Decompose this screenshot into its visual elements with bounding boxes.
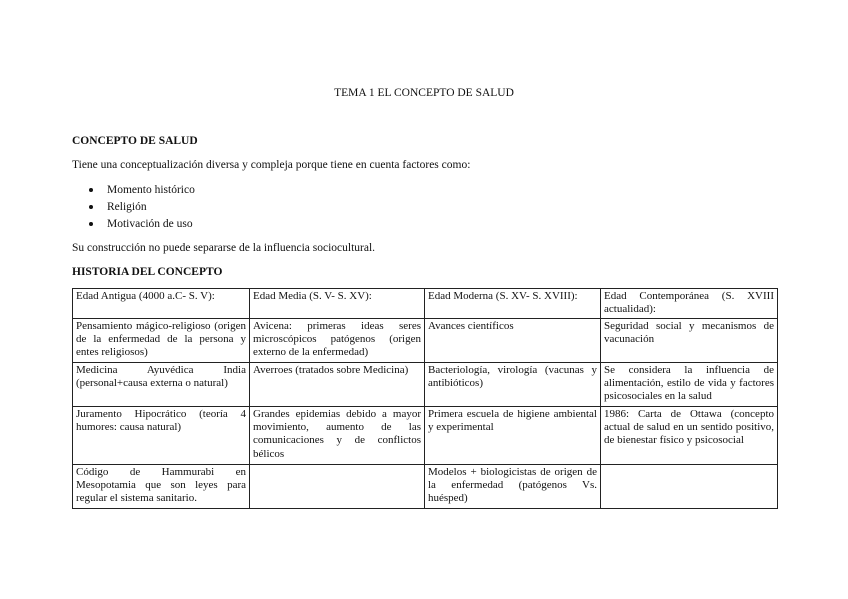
table-row	[73, 363, 778, 407]
table-cell: Primera escuela de higiene ambiental y experimental	[425, 407, 601, 465]
list-item-text: Momento histórico	[107, 184, 195, 196]
table-cell: Código de Hammurabi en Mesopotamia que son leyes para regular el sistema sanitario.	[73, 465, 250, 509]
table-cell: Juramento Hipocrático (teoría 4 humores: causa natural)	[73, 407, 250, 465]
bullet-icon	[89, 205, 93, 209]
list-item	[72, 199, 195, 216]
list-item	[72, 216, 195, 233]
list-item-text: Motivación de uso	[107, 218, 193, 230]
closing-paragraph: Su construcción no puede separarse de la influencia sociocultural.	[72, 242, 376, 254]
table-cell: Modelos + biologicistas de origen de la enfermedad (patógenos Vs. huésped)	[425, 465, 601, 509]
factors-list	[72, 182, 195, 233]
header-cell: Edad Contemporánea (S. XVIII actualidad):	[601, 289, 778, 319]
table-cell: Avances científicos	[425, 319, 601, 363]
document-title: TEMA 1 EL CONCEPTO DE SALUD	[334, 87, 514, 99]
list-item	[72, 182, 195, 199]
table-cell	[250, 465, 425, 509]
section-heading-historia: HISTORIA DEL CONCEPTO	[72, 266, 223, 278]
table-cell: Medicina Ayuvédica India (personal+causa externa o natural)	[73, 363, 250, 407]
table-cell: Pensamiento mágico-religioso (origen de la enfermedad de la persona y entes religiosos)	[73, 319, 250, 363]
table-cell: Avicena: primeras ideas seres microscópicos patógenos (origen externo de la enfermedad)	[250, 319, 425, 363]
history-table	[72, 288, 778, 509]
table-cell: Seguridad social y mecanismos de vacunación	[601, 319, 778, 363]
table-header-row	[73, 289, 778, 319]
table-cell	[601, 465, 778, 509]
table-cell: Averroes (tratados sobre Medicina)	[250, 363, 425, 407]
table-row	[73, 465, 778, 509]
table-row	[73, 319, 778, 363]
bullet-icon	[89, 188, 93, 192]
table-cell: Bacteriología, virología (vacunas y antibióticos)	[425, 363, 601, 407]
header-cell: Edad Antigua (4000 a.C- S. V):	[73, 289, 250, 319]
header-cell: Edad Moderna (S. XV- S. XVIII):	[425, 289, 601, 319]
intro-paragraph: Tiene una conceptualización diversa y compleja porque tiene en cuenta factores como:	[72, 159, 471, 171]
header-cell: Edad Media (S. V- S. XV):	[250, 289, 425, 319]
bullet-icon	[89, 222, 93, 226]
table-cell: 1986: Carta de Ottawa (concepto actual de salud en un sentido positivo, de bienestar físico y psicosocial	[601, 407, 778, 465]
section-heading-concepto: CONCEPTO DE SALUD	[72, 135, 198, 147]
table-cell: Se considera la influencia de alimentación, estilo de vida y factores psicosociales en la salud	[601, 363, 778, 407]
table-cell: Grandes epidemias debido a mayor movimiento, aumento de las comunicaciones y de conflictos bélicos	[250, 407, 425, 465]
list-item-text: Religión	[107, 201, 147, 213]
table-row	[73, 407, 778, 465]
